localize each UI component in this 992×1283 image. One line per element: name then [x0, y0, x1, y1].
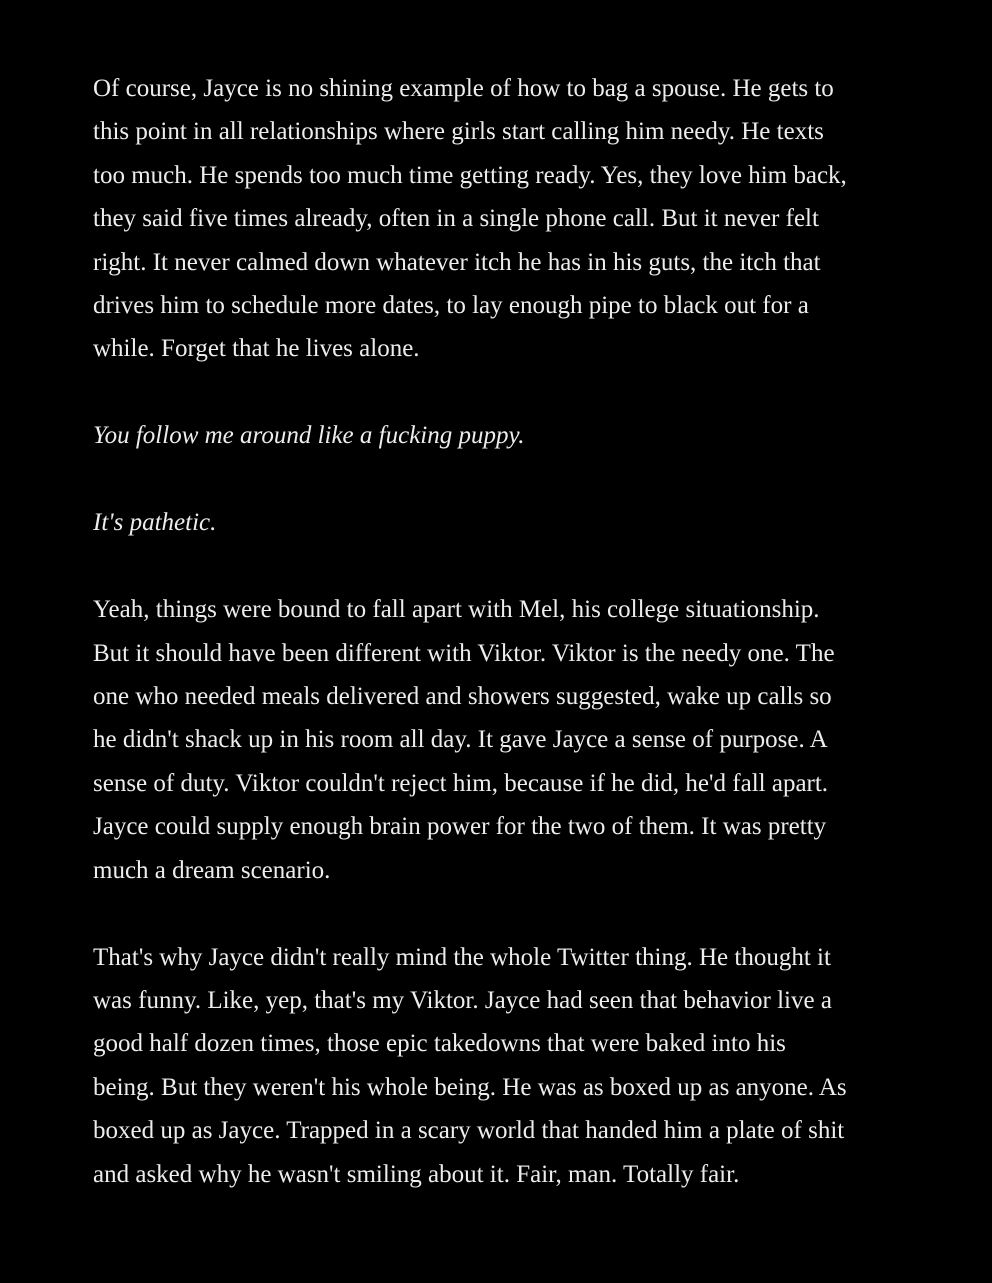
text-line: That's why Jayce didn't really mind the whole Twitter thing. He thought it [93, 943, 831, 971]
text-line: too much. He spends too much time getting ready. Yes, they love him back, [93, 161, 847, 189]
text-line: You follow me around like a fucking puppy. [93, 422, 525, 450]
italic-quote-puppy [93, 414, 923, 457]
text-line: sense of duty. Viktor couldn't reject him, because if he did, he'd fall apart. [93, 769, 829, 797]
text-line: one who needed meals delivered and showers suggested, wake up calls so [93, 682, 832, 710]
text-line: being. But they weren't his whole being. He was as boxed up as anyone. As [93, 1073, 847, 1101]
paragraph-viktor-needy [93, 588, 923, 892]
italic-quote-pathetic [93, 501, 923, 544]
text-line: Jayce could supply enough brain power for the two of them. It was pretty [93, 813, 827, 841]
text-line: while. Forget that he lives alone. [93, 335, 420, 363]
story-text [93, 67, 923, 1239]
text-line: good half dozen times, those epic takedowns that were baked into his [93, 1030, 786, 1058]
text-line: this point in all relationships where girls start calling him needy. He texts [93, 118, 824, 146]
text-line: was funny. Like, yep, that's my Viktor. Jayce had seen that behavior live a [93, 986, 832, 1014]
text-line: boxed up as Jayce. Trapped in a scary world that handed him a plate of shit [93, 1117, 845, 1145]
text-line: But it should have been different with Viktor. Viktor is the needy one. The [93, 639, 835, 667]
text-line: much a dream scenario. [93, 856, 331, 884]
text-line: he didn't shack up in his room all day. It gave Jayce a sense of purpose. A [93, 726, 828, 754]
paragraph-jayce-needy [93, 67, 923, 371]
text-line: right. It never calmed down whatever itch he has in his guts, the itch that [93, 248, 821, 276]
paragraph-twitter-thing [93, 936, 923, 1196]
text-line: Yeah, things were bound to fall apart with Mel, his college situationship. [93, 596, 820, 624]
text-line: and asked why he wasn't smiling about it. Fair, man. Totally fair. [93, 1160, 740, 1188]
text-line: It's pathetic. [93, 509, 217, 537]
text-line: Of course, Jayce is no shining example of how to bag a spouse. He gets to [93, 75, 834, 102]
text-line: they said five times already, often in a single phone call. But it never felt [93, 205, 819, 233]
text-line: drives him to schedule more dates, to lay enough pipe to black out for a [93, 292, 809, 320]
